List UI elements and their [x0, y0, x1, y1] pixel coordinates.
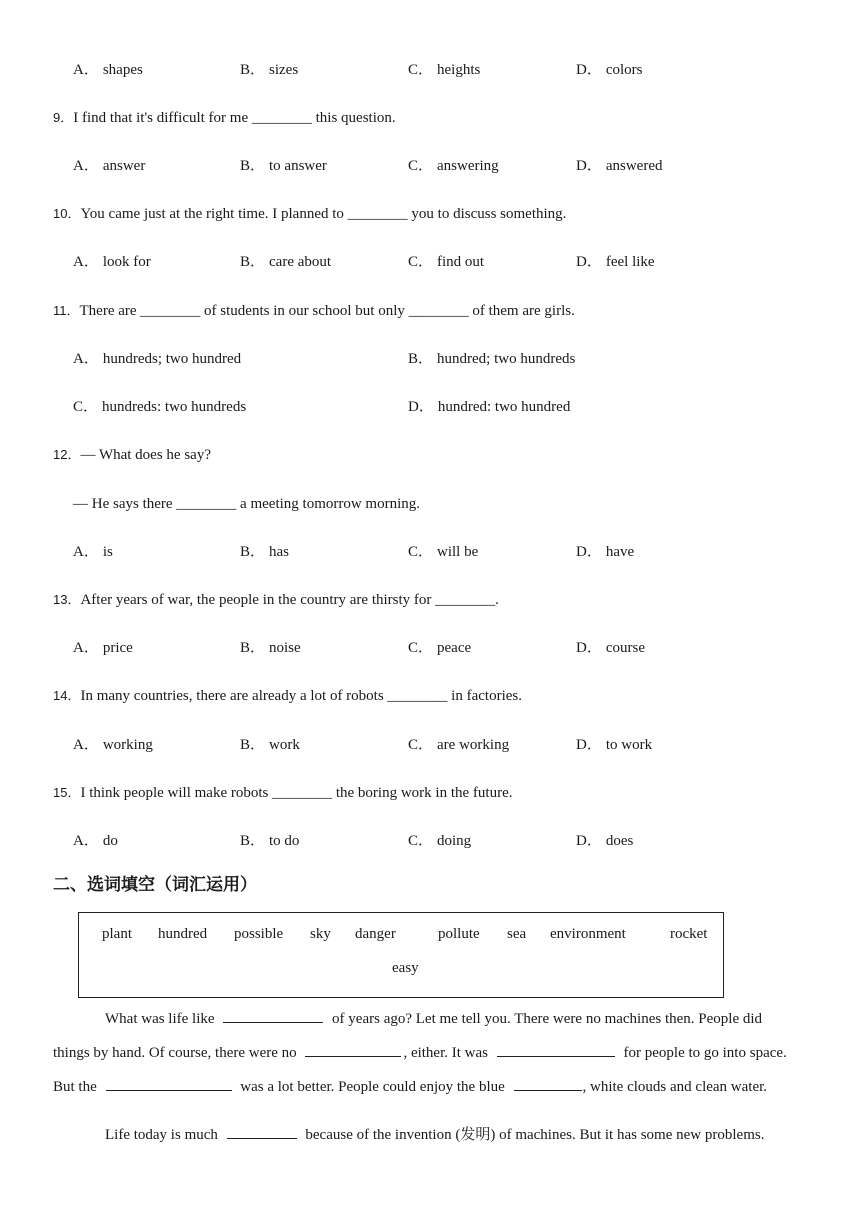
q10-option-a[interactable]: A． look for [73, 254, 151, 270]
word-bank-word: plant [102, 926, 132, 942]
q10-option-b[interactable]: B． care about [240, 254, 332, 270]
q13-option-b[interactable]: B． noise [240, 640, 301, 656]
word-bank-word: danger [355, 926, 396, 942]
q14-option-d[interactable]: D． to work [576, 737, 653, 753]
q11-option-b[interactable]: B． hundred; two hundreds [408, 351, 576, 367]
q15-option-c[interactable]: C． doing [408, 833, 472, 849]
q11-stem: 11．There are ________ of students in our school but only ________ of them are girls. [53, 303, 575, 319]
q9-stem: 9．I find that it's difficult for me ________ this question. [53, 110, 396, 126]
q13-stem: 13．After years of war, the people in the country are thirsty for ________. [53, 592, 499, 608]
word-bank-word: rocket [670, 926, 708, 942]
q12-stem-reply: — He says there ________ a meeting tomorrow morning. [73, 496, 421, 512]
q13-option-c[interactable]: C． peace [408, 640, 472, 656]
word-bank-box [78, 912, 724, 998]
q9-option-d[interactable]: D． answered [576, 158, 663, 174]
q10-option-d[interactable]: D． feel like [576, 254, 655, 270]
q10-option-c[interactable]: C． find out [408, 254, 485, 270]
q14-option-c[interactable]: C． are working [408, 737, 510, 753]
q15-option-d[interactable]: D． does [576, 833, 634, 849]
passage-line-1: What was life like of years ago? Let me tell you. There were no machines then. People did [105, 1008, 762, 1029]
q11-option-d[interactable]: D． hundred: two hundred [408, 399, 571, 415]
answer-blank[interactable] [305, 1042, 401, 1057]
word-bank-word: hundred [158, 926, 208, 942]
word-bank-word: possible [234, 926, 284, 942]
word-bank-word: pollute [438, 926, 480, 942]
q9-option-b[interactable]: B． to answer [240, 158, 327, 174]
q11-option-a[interactable]: A． hundreds; two hundred [73, 351, 242, 367]
q14-option-a[interactable]: A． working [73, 737, 153, 753]
answer-blank[interactable] [106, 1076, 232, 1091]
word-bank-word: environment [550, 926, 626, 942]
q12-option-a[interactable]: A． is [73, 544, 113, 560]
word-bank-word: easy [392, 960, 419, 976]
q14-stem: 14．In many countries, there are already a lot of robots ________ in factories. [53, 688, 522, 704]
q14-option-b[interactable]: B． work [240, 737, 300, 753]
q13-option-d[interactable]: D． course [576, 640, 645, 656]
q8-option-d[interactable]: D． colors [576, 62, 643, 78]
q9-option-c[interactable]: C． answering [408, 158, 499, 174]
answer-blank[interactable] [514, 1076, 582, 1091]
q8-option-a[interactable]: A． shapes [73, 62, 143, 78]
section-title: 二、选词填空（词汇运用） [53, 875, 257, 895]
answer-blank[interactable] [497, 1042, 615, 1057]
q10-stem: 10．You came just at the right time. I planned to ________ you to discuss something. [53, 206, 567, 222]
q9-option-a[interactable]: A． answer [73, 158, 146, 174]
q12-option-c[interactable]: C． will be [408, 544, 479, 560]
answer-blank[interactable] [227, 1124, 297, 1139]
passage-line-4: Life today is much because of the invention (发明) of machines. But it has some new problems. [105, 1124, 764, 1145]
passage-line-2: things by hand. Of course, there were no , either. It was for people to go into space. [53, 1042, 787, 1063]
q15-stem: 15．I think people will make robots ________ the boring work in the future. [53, 785, 513, 801]
passage-line-3: But the was a lot better. People could enjoy the blue , white clouds and clean water. [53, 1076, 767, 1097]
q12-option-d[interactable]: D． have [576, 544, 635, 560]
word-bank-word: sea [507, 926, 527, 942]
q12-stem: 12．— What does he say? [53, 447, 211, 463]
q12-option-b[interactable]: B． has [240, 544, 290, 560]
q13-option-a[interactable]: A． price [73, 640, 133, 656]
q15-option-a[interactable]: A． do [73, 833, 118, 849]
answer-blank[interactable] [223, 1008, 323, 1023]
word-bank-word: sky [310, 926, 331, 942]
q11-option-c[interactable]: C． hundreds: two hundreds [73, 399, 247, 415]
q15-option-b[interactable]: B． to do [240, 833, 300, 849]
q8-option-c[interactable]: C． heights [408, 62, 481, 78]
q8-option-b[interactable]: B． sizes [240, 62, 299, 78]
